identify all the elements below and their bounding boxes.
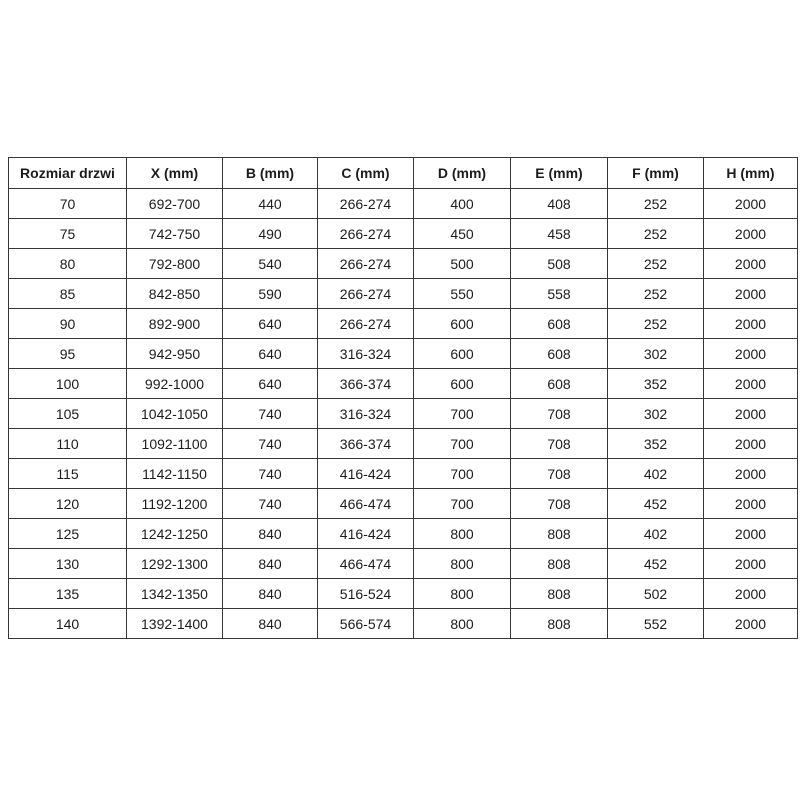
table-header-row bbox=[9, 158, 798, 189]
table-cell: 540 bbox=[223, 249, 318, 279]
table-cell: 2000 bbox=[704, 369, 798, 399]
table-cell: 466-474 bbox=[318, 549, 414, 579]
table-cell: 408 bbox=[511, 189, 608, 219]
table-cell: 808 bbox=[511, 609, 608, 639]
table-cell: 316-324 bbox=[318, 339, 414, 369]
table-cell: 75 bbox=[9, 219, 127, 249]
table-cell: 2000 bbox=[704, 579, 798, 609]
table-cell: 942-950 bbox=[127, 339, 223, 369]
table-cell: 840 bbox=[223, 579, 318, 609]
table-cell: 600 bbox=[414, 369, 511, 399]
table-row bbox=[9, 279, 798, 309]
table-row bbox=[9, 549, 798, 579]
table-row bbox=[9, 369, 798, 399]
table-cell: 110 bbox=[9, 429, 127, 459]
table-cell: 740 bbox=[223, 429, 318, 459]
table-cell: 2000 bbox=[704, 219, 798, 249]
table-cell: 2000 bbox=[704, 429, 798, 459]
table-cell: 808 bbox=[511, 579, 608, 609]
table-cell: 452 bbox=[608, 489, 704, 519]
table-cell: 840 bbox=[223, 609, 318, 639]
table-cell: 800 bbox=[414, 549, 511, 579]
table-cell: 640 bbox=[223, 309, 318, 339]
table-cell: 130 bbox=[9, 549, 127, 579]
table-cell: 800 bbox=[414, 579, 511, 609]
table-cell: 742-750 bbox=[127, 219, 223, 249]
table-row bbox=[9, 189, 798, 219]
table-cell: 252 bbox=[608, 279, 704, 309]
table-cell: 352 bbox=[608, 429, 704, 459]
table-cell: 1242-1250 bbox=[127, 519, 223, 549]
table-cell: 120 bbox=[9, 489, 127, 519]
table-cell: 402 bbox=[608, 459, 704, 489]
table-cell: 90 bbox=[9, 309, 127, 339]
table-cell: 500 bbox=[414, 249, 511, 279]
table-cell: 252 bbox=[608, 309, 704, 339]
table-cell: 600 bbox=[414, 339, 511, 369]
table-cell: 700 bbox=[414, 459, 511, 489]
table-cell: 316-324 bbox=[318, 399, 414, 429]
header-cell: F (mm) bbox=[608, 158, 704, 189]
table-cell: 550 bbox=[414, 279, 511, 309]
table-cell: 302 bbox=[608, 399, 704, 429]
table-cell: 700 bbox=[414, 399, 511, 429]
table-cell: 608 bbox=[511, 309, 608, 339]
table-row bbox=[9, 249, 798, 279]
table-cell: 1142-1150 bbox=[127, 459, 223, 489]
table-cell: 2000 bbox=[704, 489, 798, 519]
table-cell: 558 bbox=[511, 279, 608, 309]
table-cell: 366-374 bbox=[318, 429, 414, 459]
table-cell: 140 bbox=[9, 609, 127, 639]
table-row bbox=[9, 489, 798, 519]
table-cell: 466-474 bbox=[318, 489, 414, 519]
table-cell: 95 bbox=[9, 339, 127, 369]
table-cell: 458 bbox=[511, 219, 608, 249]
table-row bbox=[9, 339, 798, 369]
table-cell: 416-424 bbox=[318, 459, 414, 489]
table-cell: 100 bbox=[9, 369, 127, 399]
table-cell: 252 bbox=[608, 249, 704, 279]
table-cell: 252 bbox=[608, 219, 704, 249]
table-cell: 840 bbox=[223, 519, 318, 549]
table-cell: 708 bbox=[511, 399, 608, 429]
table-cell: 700 bbox=[414, 489, 511, 519]
table-row bbox=[9, 609, 798, 639]
table-cell: 2000 bbox=[704, 189, 798, 219]
table-cell: 692-700 bbox=[127, 189, 223, 219]
table-cell: 640 bbox=[223, 369, 318, 399]
table-cell: 450 bbox=[414, 219, 511, 249]
table-cell: 266-274 bbox=[318, 249, 414, 279]
table-cell: 2000 bbox=[704, 459, 798, 489]
table-cell: 125 bbox=[9, 519, 127, 549]
table-cell: 352 bbox=[608, 369, 704, 399]
table-cell: 516-524 bbox=[318, 579, 414, 609]
table-cell: 708 bbox=[511, 429, 608, 459]
table-cell: 566-574 bbox=[318, 609, 414, 639]
table-cell: 105 bbox=[9, 399, 127, 429]
table-cell: 992-1000 bbox=[127, 369, 223, 399]
table-row bbox=[9, 459, 798, 489]
table-cell: 1042-1050 bbox=[127, 399, 223, 429]
table-row bbox=[9, 579, 798, 609]
table-cell: 800 bbox=[414, 609, 511, 639]
table-cell: 452 bbox=[608, 549, 704, 579]
table-cell: 600 bbox=[414, 309, 511, 339]
table-row bbox=[9, 219, 798, 249]
table-cell: 2000 bbox=[704, 279, 798, 309]
table-cell: 1342-1350 bbox=[127, 579, 223, 609]
table-cell: 792-800 bbox=[127, 249, 223, 279]
table-cell: 252 bbox=[608, 189, 704, 219]
table-cell: 808 bbox=[511, 549, 608, 579]
table-cell: 402 bbox=[608, 519, 704, 549]
table-cell: 508 bbox=[511, 249, 608, 279]
table-cell: 440 bbox=[223, 189, 318, 219]
table-cell: 1392-1400 bbox=[127, 609, 223, 639]
table-cell: 2000 bbox=[704, 399, 798, 429]
table-cell: 700 bbox=[414, 429, 511, 459]
table-cell: 1292-1300 bbox=[127, 549, 223, 579]
table-cell: 552 bbox=[608, 609, 704, 639]
table-row bbox=[9, 519, 798, 549]
table-cell: 800 bbox=[414, 519, 511, 549]
table-cell: 266-274 bbox=[318, 189, 414, 219]
table-cell: 2000 bbox=[704, 549, 798, 579]
table-body bbox=[9, 189, 798, 639]
table-row bbox=[9, 309, 798, 339]
table-cell: 490 bbox=[223, 219, 318, 249]
header-cell: Rozmiar drzwi bbox=[9, 158, 127, 189]
table-row bbox=[9, 429, 798, 459]
header-cell: H (mm) bbox=[704, 158, 798, 189]
table-cell: 740 bbox=[223, 489, 318, 519]
table-cell: 2000 bbox=[704, 519, 798, 549]
table-cell: 302 bbox=[608, 339, 704, 369]
table-cell: 266-274 bbox=[318, 219, 414, 249]
table-cell: 2000 bbox=[704, 249, 798, 279]
table-cell: 740 bbox=[223, 399, 318, 429]
table-cell: 708 bbox=[511, 489, 608, 519]
table-cell: 608 bbox=[511, 369, 608, 399]
header-row bbox=[9, 158, 798, 189]
table-cell: 416-424 bbox=[318, 519, 414, 549]
header-cell: B (mm) bbox=[223, 158, 318, 189]
table-cell: 808 bbox=[511, 519, 608, 549]
table-cell: 502 bbox=[608, 579, 704, 609]
table-cell: 266-274 bbox=[318, 309, 414, 339]
table-cell: 740 bbox=[223, 459, 318, 489]
table-cell: 892-900 bbox=[127, 309, 223, 339]
header-cell: X (mm) bbox=[127, 158, 223, 189]
table-cell: 590 bbox=[223, 279, 318, 309]
header-cell: D (mm) bbox=[414, 158, 511, 189]
table-row bbox=[9, 399, 798, 429]
table-cell: 366-374 bbox=[318, 369, 414, 399]
table-cell: 2000 bbox=[704, 339, 798, 369]
table-cell: 640 bbox=[223, 339, 318, 369]
table-cell: 708 bbox=[511, 459, 608, 489]
table-cell: 2000 bbox=[704, 609, 798, 639]
table-cell: 2000 bbox=[704, 309, 798, 339]
table-cell: 608 bbox=[511, 339, 608, 369]
table-cell: 1092-1100 bbox=[127, 429, 223, 459]
header-cell: C (mm) bbox=[318, 158, 414, 189]
table-cell: 840 bbox=[223, 549, 318, 579]
header-cell: E (mm) bbox=[511, 158, 608, 189]
table-cell: 85 bbox=[9, 279, 127, 309]
table-cell: 70 bbox=[9, 189, 127, 219]
table-cell: 842-850 bbox=[127, 279, 223, 309]
table-cell: 1192-1200 bbox=[127, 489, 223, 519]
table-cell: 135 bbox=[9, 579, 127, 609]
door-size-table bbox=[8, 157, 798, 639]
table-cell: 400 bbox=[414, 189, 511, 219]
table-cell: 80 bbox=[9, 249, 127, 279]
table-cell: 115 bbox=[9, 459, 127, 489]
table-cell: 266-274 bbox=[318, 279, 414, 309]
